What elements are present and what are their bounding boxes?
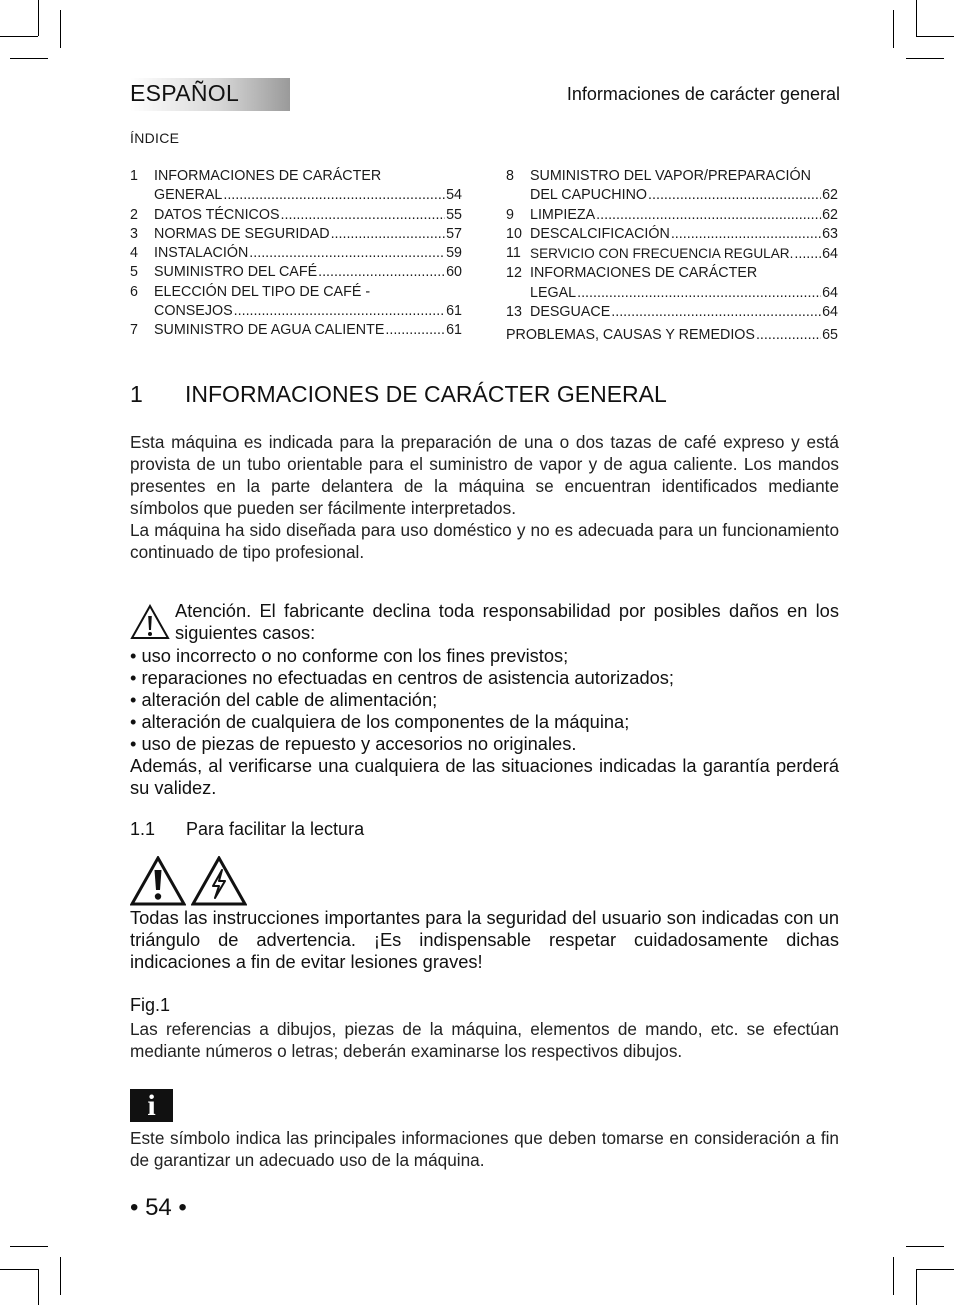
crop-mark [893,10,894,48]
intro-paragraph: La máquina ha sido diseñada para uso doméstico y no es adecuada para un funcionamiento continuado de tipo profesional. [130,520,839,562]
index-heading: ÍNDICE [130,130,180,146]
crop-mark [0,1269,38,1270]
toc-page: 63 [822,225,838,242]
toc-entry [506,264,838,303]
toc-label: INSTALACIÓN [154,245,249,262]
toc-entry [130,167,462,206]
toc-label: NORMAS DE SEGURIDAD [154,225,330,242]
toc-entry [130,244,462,263]
crop-mark [10,58,48,59]
toc-number: 3 [130,225,138,242]
info-text: Este símbolo indica las principales informaciones que deben tomarse en consideración a fin de garantizar un adecuado uso de la máquina. [130,1128,839,1170]
toc-page: 57 [446,225,462,242]
toc-label: DESGUACE [530,304,611,321]
toc-page: 64 [822,246,838,263]
toc-page: 64 [822,304,838,321]
header-title: Informaciones de carácter general [566,84,840,104]
fig-label: Fig.1 [130,995,171,1015]
info-icon [130,1089,173,1122]
toc-entry [130,283,462,322]
section-number: 1 [130,381,143,407]
toc-number: 1 [130,168,138,184]
toc-entry [130,321,462,340]
toc-number: 8 [506,168,514,184]
warning-bullet: • uso incorrecto o no conforme con los fines previstos; [130,645,569,666]
toc-entry [130,263,462,282]
warning-triangle-icon [130,856,186,906]
toc-label: GENERAL [154,187,223,204]
toc-page: 62 [822,206,838,223]
warning-lead: Atención. El fabricante declina toda responsabilidad por posibles daños en los siguientes casos: [175,600,839,643]
toc-page: 61 [446,322,462,339]
toc-label: SUMINISTRO DEL VAPOR/PREPARACIÓN [530,168,811,184]
toc-entry [130,206,462,225]
toc-entry [130,225,462,244]
section-title-text: INFORMACIONES DE CARÁCTER GENERAL [185,381,667,407]
warning-triangle-icon [130,600,175,645]
toc-label: PROBLEMAS, CAUSAS Y REMEDIOS [506,327,755,344]
crop-mark [916,36,954,37]
toc-label: SUMINISTRO DEL CAFÉ [154,264,318,281]
toc-entry-troubleshooting [506,326,838,345]
language-tab [130,78,290,111]
toc-label: SERVICIO CON FRECUENCIA REGULAR. [530,246,794,262]
toc-number: 6 [130,283,138,300]
toc-column-right [506,167,838,346]
toc-number: 11 [506,245,521,262]
fig-text: Las referencias a dibujos, piezas de la máquina, elementos de mando, etc. se efectúan mediante números o letras; deberán examinarse los respectivos dibujos. [130,1019,839,1061]
toc-number: 13 [506,304,522,321]
toc-number: 12 [506,265,522,282]
toc-number: 10 [506,225,522,242]
toc-page: 61 [446,303,462,320]
toc-label: CONSEJOS [154,303,233,320]
warning-after: Además, al verificarse una cualquiera de las situaciones indicadas la garantía perderá su validez. [130,755,839,798]
toc-label: DESCALCIFICACIÓN [530,225,670,242]
page-number: • 54 • [130,1194,187,1221]
toc-entry [506,303,838,322]
crop-mark [893,1257,894,1295]
crop-mark [906,58,944,59]
warning-block [130,600,839,799]
toc-page: 65 [822,327,838,344]
language-label: ESPAÑOL [130,80,240,106]
section-title [130,381,667,408]
toc-page: 62 [822,187,838,204]
crop-mark [916,1269,917,1305]
subsection-title-text: Para facilitar la lectura [186,819,365,839]
warning-bullet: • reparaciones no efectuadas en centros de asistencia autorizados; [130,667,675,688]
toc-page: 59 [446,245,462,262]
toc-entry [506,167,838,206]
toc-page: 60 [446,264,462,281]
toc-label: DEL CAPUCHINO [530,187,648,204]
crop-mark [38,1269,39,1305]
crop-mark [916,1269,954,1270]
subsection-number: 1.1 [130,819,156,839]
crop-mark [60,1257,61,1295]
electric-hazard-icon [191,856,247,906]
safety-icons [130,856,247,906]
subsection-title [130,819,364,840]
toc-number: 9 [506,206,514,223]
toc-page: 55 [446,206,462,223]
toc-label: INFORMACIONES DE CARÁCTER [530,265,758,282]
safety-note: Todas las instrucciones importantes para la seguridad del usuario son indicadas con un triángulo de advertencia. ¡Es indispensable respetar cuidadosamente dichas indicaciones a fin de evitar lesiones graves! [130,907,839,972]
toc-label: INFORMACIONES DE CARÁCTER [154,168,382,184]
crop-mark [38,0,39,36]
toc-label: DATOS TÉCNICOS [154,206,280,223]
warning-bullet: • alteración de cualquiera de los componentes de la máquina; [130,711,630,732]
toc-entry [506,225,838,244]
crop-mark [60,10,61,48]
warning-bullet: • uso de piezas de repuesto y accesorios no originales. [130,733,577,754]
toc-number: 5 [130,264,138,281]
toc-number: 7 [130,322,138,339]
crop-mark [0,36,38,37]
toc-number: 4 [130,245,138,262]
warning-bullet: • alteración del cable de alimentación; [130,689,438,710]
toc-page: 64 [822,284,838,301]
toc-column-left [130,167,462,341]
toc-page: 54 [446,187,462,204]
toc-label: LIMPIEZA [530,206,596,223]
crop-mark [906,1246,944,1247]
crop-mark [10,1246,48,1247]
intro-paragraph: Esta máquina es indicada para la preparación de una o dos tazas de café expreso y está provista de un tubo orientable para el suministro de vapor y de agua caliente. Los mandos presentes en la parte delantera de la máquina se encuentran identificados mediante símbolos que pueden ser fácilmente interpretados. [130,432,839,518]
toc-label: ELECCIÓN DEL TIPO DE CAFÉ - [154,283,371,300]
intro-text [130,431,839,563]
toc-number: 2 [130,206,138,223]
info-glyph: i [147,1088,156,1122]
toc-label: LEGAL [530,284,577,301]
toc-entry [506,206,838,225]
crop-mark [916,0,917,36]
toc-label: SUMINISTRO DE AGUA CALIENTE [154,322,385,339]
toc-entry [506,244,838,264]
